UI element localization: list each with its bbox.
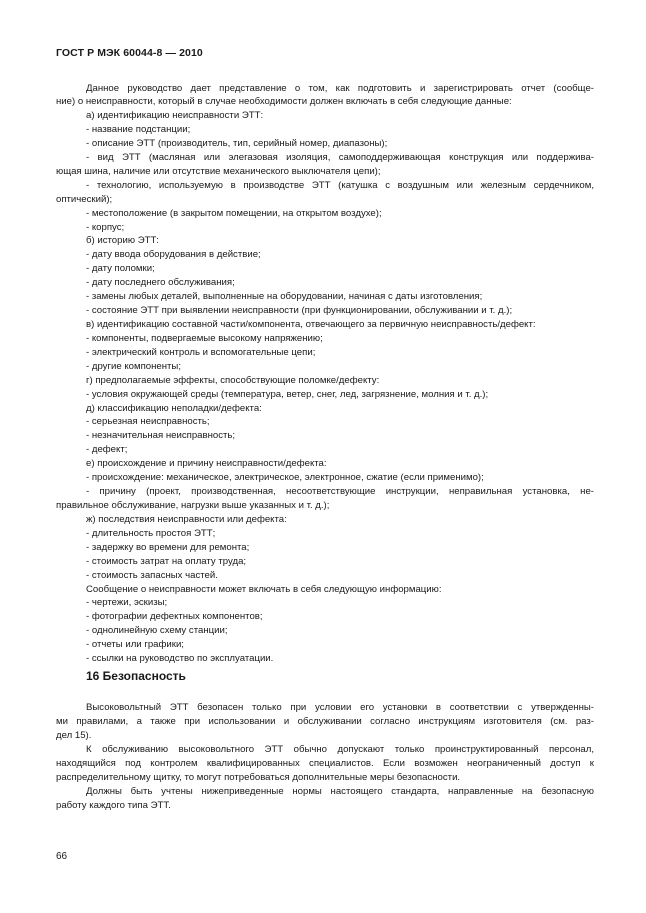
list-item: - замены любых деталей, выполненные на оборудовании, начиная с даты изготовления; — [86, 291, 483, 302]
text-line: ние) о неисправности, который в случае необходимости должен включать в себя следующие данные: — [56, 96, 512, 107]
list-item: - чертежи, эскизы; — [86, 597, 168, 608]
list-item: - компоненты, подвергаемые высокому напряжению; — [86, 333, 323, 344]
list-item: - незначительная неисправность; — [86, 430, 236, 441]
list-item: - название подстанции; — [86, 124, 191, 135]
list-item: а) идентификацию неисправности ЭТТ: — [86, 110, 264, 121]
list-item: ж) последствия неисправности или дефекта: — [86, 514, 287, 525]
list-item: - происхождение: механическое, электрическое, электронное, сжатие (если применимо); — [86, 472, 484, 483]
text-line: распределительному щитку, то могут потребоваться дополнительные меры безопасности. — [56, 772, 461, 783]
list-item: - электрический контроль и вспомогательные цепи; — [86, 347, 316, 358]
list-item: - стоимость затрат на оплату труда; — [86, 556, 247, 567]
list-item: - причину (проект, производственная, несоответствующие инструкции, неправильная установка, не- — [86, 486, 594, 497]
list-item: - задержку во времени для ремонта; — [86, 542, 250, 553]
text-line: Должны быть учтены нижеприведенные нормы настоящего стандарта, направленные на безопасную — [86, 786, 594, 797]
list-item: - описание ЭТТ (производитель, тип, серийный номер, диапазоны); — [86, 138, 388, 149]
list-item: - дату поломки; — [86, 263, 155, 274]
list-item: в) идентификацию составной части/компонента, отвечающего за первичную неисправность/дефект: — [86, 319, 536, 330]
document-header: ГОСТ Р МЭК 60044-8 — 2010 — [56, 47, 203, 59]
text-line: работу каждого типа ЭТТ. — [56, 800, 171, 811]
text-line: оптический); — [56, 194, 113, 205]
text-line: Высоковольтный ЭТТ безопасен только при условии его установки в соответствии с утвержденны- — [86, 702, 594, 713]
list-item: - серьезная неисправность; — [86, 416, 210, 427]
text-line: К обслуживанию высоковольтного ЭТТ обычно допускают только проинструктированный персонал, — [86, 744, 594, 755]
text-line: находящийся под контролем квалифицированных специалистов. Если возможен неограниченный доступ к — [56, 758, 594, 769]
text-line: Сообщение о неисправности может включать в себя следующую информацию: — [86, 584, 442, 595]
text-line: Данное руководство дает представление о том, как подготовить и зарегистрировать отчет (сообще- — [86, 83, 594, 94]
list-item: - стоимость запасных частей. — [86, 570, 218, 581]
list-item: - другие компоненты; — [86, 361, 181, 372]
list-item: - длительность простоя ЭТТ; — [86, 528, 216, 539]
page-number: 66 — [56, 851, 68, 862]
list-item: - дату последнего обслуживания; — [86, 277, 235, 288]
list-item: - местоположение (в закрытом помещении, на открытом воздухе); — [86, 208, 382, 219]
list-item: г) предполагаемые эффекты, способствующие поломке/дефекту: — [86, 375, 380, 386]
list-item: - ссылки на руководство по эксплуатации. — [86, 653, 274, 664]
list-item: - отчеты или графики; — [86, 639, 184, 650]
list-item: - фотографии дефектных компонентов; — [86, 611, 263, 622]
text-line: ми правилами, а также при использовании и обслуживании согласно инструкциям изготовителя (см. раз- — [56, 716, 594, 727]
text-line: правильное обслуживание, нагрузки выше указанных и т. д.); — [56, 500, 330, 511]
list-item: е) происхождение и причину неисправности/дефекта: — [86, 458, 327, 469]
list-item: - корпус; — [86, 222, 125, 233]
list-item: - дефект; — [86, 444, 128, 455]
section-heading: 16 Безопасность — [86, 669, 186, 683]
text-line: ющая шина, наличие или отсутствие механического выключателя цепи); — [56, 166, 381, 177]
list-item: - технологию, используемую в производстве ЭТТ (катушка с воздушным или железным сердечником, — [86, 180, 594, 191]
list-item: - состояние ЭТТ при выявлении неисправности (при функционировании, обслуживании и т. д.); — [86, 305, 513, 316]
list-item: д) классификацию неполадки/дефекта: — [86, 403, 262, 414]
list-item: - вид ЭТТ (масляная или элегазовая изоляция, самоподдерживающая конструкция или поддержива- — [86, 152, 594, 163]
list-item: б) историю ЭТТ: — [86, 235, 159, 246]
list-item: - однолинейную схему станции; — [86, 625, 228, 636]
list-item: - условия окружающей среды (температура, ветер, снег, лед, загрязнение, молния и т. д.); — [86, 389, 489, 400]
list-item: - дату ввода оборудования в действие; — [86, 249, 261, 260]
text-line: дел 15). — [56, 730, 92, 741]
